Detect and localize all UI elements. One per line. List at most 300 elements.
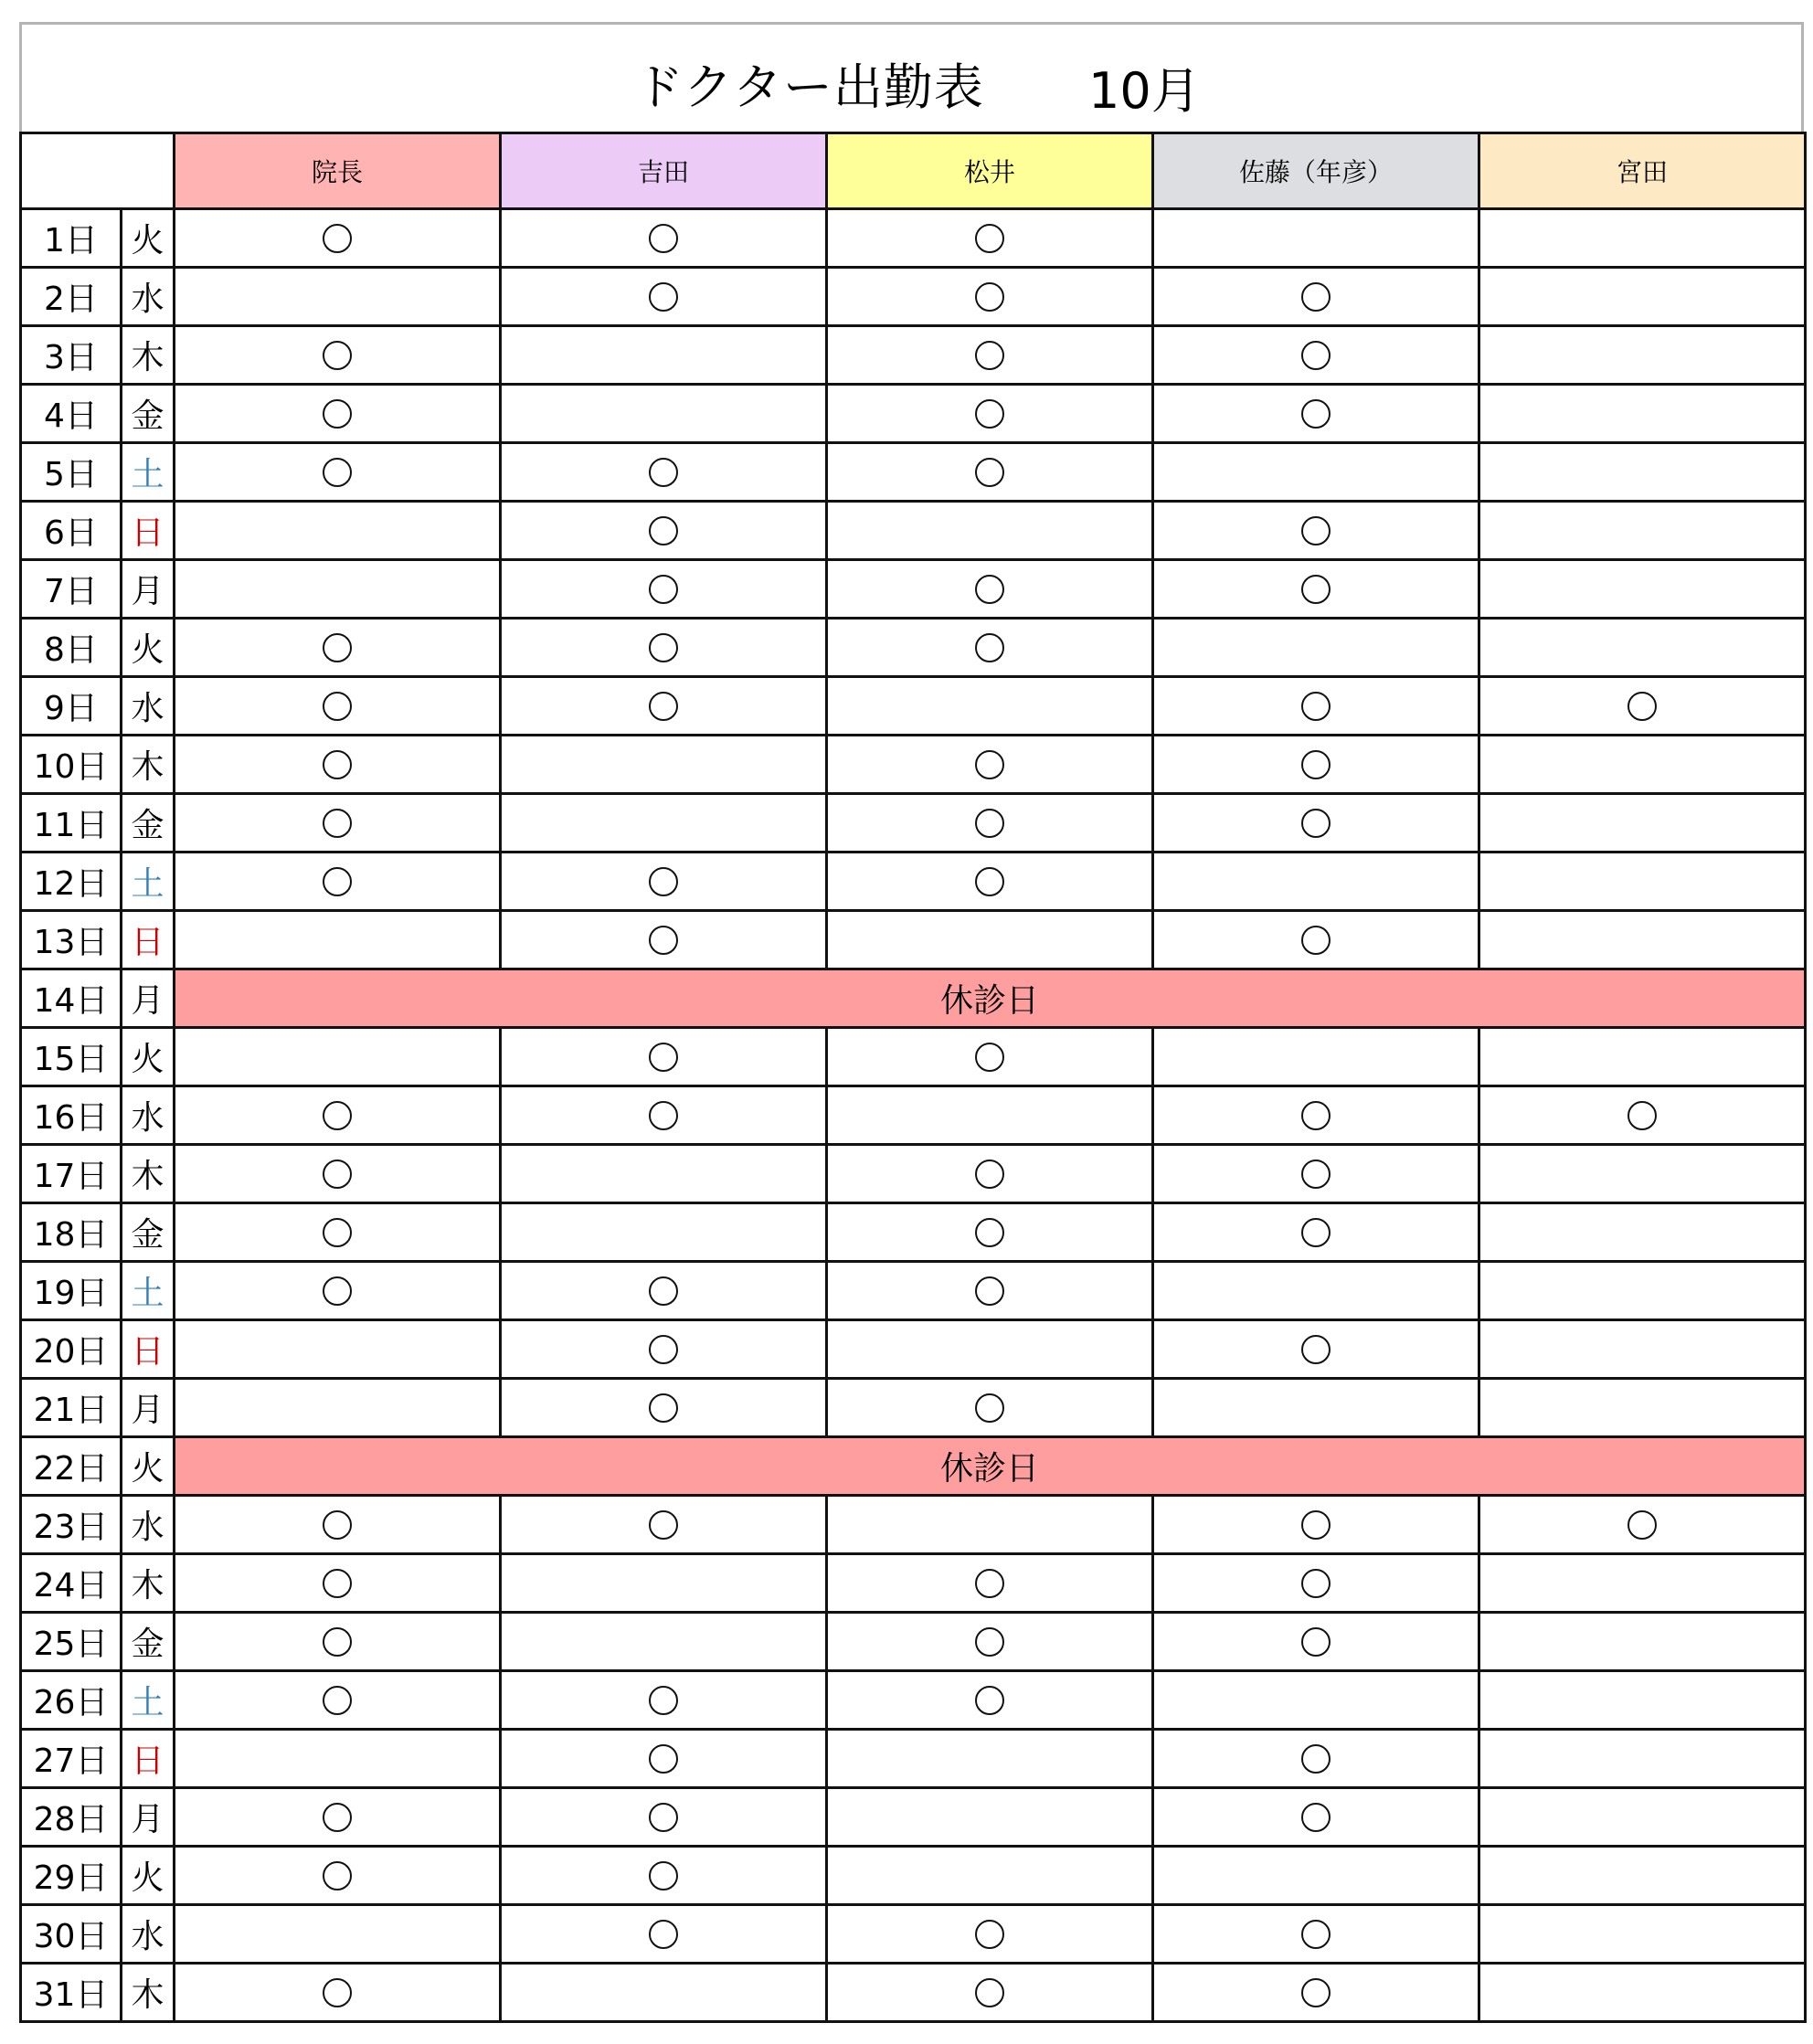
attendance-circle-icon [1301, 1920, 1331, 1949]
table-row [21, 677, 1806, 736]
attendance-circle-icon [1301, 750, 1331, 779]
shift-cell [1479, 1788, 1806, 1847]
shift-cell [175, 1028, 501, 1086]
shift-cell [501, 911, 827, 969]
weekday-cell: 水 [122, 1496, 175, 1554]
shift-cell [1153, 1203, 1479, 1262]
shift-cell [501, 1847, 827, 1905]
weekday-cell: 火 [122, 1028, 175, 1086]
weekday-cell: 木 [122, 1145, 175, 1203]
shift-cell [1153, 677, 1479, 736]
doctor-header: 宮田 [1479, 133, 1806, 209]
date-cell: 25日 [21, 1613, 122, 1671]
shift-cell [175, 1964, 501, 2022]
attendance-circle-icon [1301, 575, 1331, 604]
attendance-circle-icon [649, 1920, 678, 1949]
attendance-circle-icon [323, 1510, 352, 1540]
doctor-header: 吉田 [501, 133, 827, 209]
attendance-circle-icon [1301, 516, 1331, 545]
shift-cell [1479, 911, 1806, 969]
shift-cell [175, 1203, 501, 1262]
date-cell: 4日 [21, 385, 122, 443]
shift-cell [1153, 560, 1479, 619]
attendance-circle-icon [649, 1043, 678, 1072]
table-row [21, 1554, 1806, 1613]
weekday-cell: 土 [122, 853, 175, 911]
shift-cell [1479, 1905, 1806, 1964]
attendance-circle-icon [975, 750, 1004, 779]
attendance-circle-icon [323, 633, 352, 662]
shift-cell [501, 1086, 827, 1145]
attendance-circle-icon [323, 809, 352, 838]
shift-cell [175, 794, 501, 853]
doctor-header: 松井 [827, 133, 1153, 209]
weekday-cell: 木 [122, 1554, 175, 1613]
attendance-circle-icon [1301, 1218, 1331, 1247]
attendance-circle-icon [1627, 1510, 1657, 1540]
shift-cell [175, 677, 501, 736]
attendance-circle-icon [975, 809, 1004, 838]
attendance-circle-icon [975, 1043, 1004, 1072]
shift-cell [501, 1145, 827, 1203]
weekday-cell: 火 [122, 1437, 175, 1496]
shift-cell [175, 1496, 501, 1554]
shift-cell [175, 619, 501, 677]
title-bar [19, 22, 1804, 132]
weekday-cell: 水 [122, 268, 175, 326]
shift-cell [175, 1379, 501, 1437]
shift-cell [175, 1671, 501, 1730]
weekday-cell: 火 [122, 209, 175, 268]
shift-cell [175, 268, 501, 326]
date-cell: 24日 [21, 1554, 122, 1613]
shift-cell [501, 1320, 827, 1379]
shift-cell [175, 1847, 501, 1905]
weekday-cell: 水 [122, 1086, 175, 1145]
shift-cell [1153, 385, 1479, 443]
doctor-header: 院長 [175, 133, 501, 209]
date-cell: 6日 [21, 502, 122, 560]
attendance-circle-icon [1301, 399, 1331, 429]
shift-cell [1479, 1203, 1806, 1262]
shift-cell [1479, 268, 1806, 326]
attendance-circle-icon [1627, 1101, 1657, 1130]
table-row [21, 1730, 1806, 1788]
shift-cell [1153, 1379, 1479, 1437]
attendance-circle-icon [1301, 1744, 1331, 1774]
shift-cell [1153, 1554, 1479, 1613]
attendance-circle-icon [1301, 1978, 1331, 2007]
shift-cell [827, 1905, 1153, 1964]
weekday-cell: 日 [122, 911, 175, 969]
date-cell: 26日 [21, 1671, 122, 1730]
shift-cell [501, 853, 827, 911]
doctor-header: 佐藤（年彦） [1153, 133, 1479, 209]
shift-cell [1153, 736, 1479, 794]
attendance-circle-icon [323, 224, 352, 253]
shift-cell [827, 1145, 1153, 1203]
weekday-cell: 金 [122, 1613, 175, 1671]
attendance-circle-icon [1301, 1510, 1331, 1540]
weekday-cell: 月 [122, 560, 175, 619]
attendance-circle-icon [649, 1101, 678, 1130]
shift-cell [501, 1379, 827, 1437]
header-corner [21, 133, 175, 209]
attendance-circle-icon [323, 1160, 352, 1189]
table-row [21, 1379, 1806, 1437]
shift-cell [1479, 560, 1806, 619]
attendance-circle-icon [649, 1803, 678, 1832]
date-cell: 30日 [21, 1905, 122, 1964]
attendance-circle-icon [975, 1276, 1004, 1306]
date-cell: 17日 [21, 1145, 122, 1203]
shift-cell [1153, 1496, 1479, 1554]
shift-cell [827, 794, 1153, 853]
attendance-circle-icon [1301, 1569, 1331, 1598]
shift-cell [1479, 1379, 1806, 1437]
table-row [21, 1847, 1806, 1905]
shift-cell [175, 1145, 501, 1203]
schedule-table [19, 132, 1807, 2023]
weekday-cell: 金 [122, 794, 175, 853]
shift-cell [1153, 1613, 1479, 1671]
weekday-cell: 日 [122, 1320, 175, 1379]
weekday-cell: 月 [122, 1379, 175, 1437]
date-cell: 8日 [21, 619, 122, 677]
attendance-circle-icon [649, 926, 678, 955]
attendance-circle-icon [649, 1335, 678, 1364]
attendance-circle-icon [323, 399, 352, 429]
shift-cell [1153, 1730, 1479, 1788]
weekday-cell: 金 [122, 1203, 175, 1262]
shift-cell [1479, 1496, 1806, 1554]
shift-cell [827, 1613, 1153, 1671]
shift-cell [1153, 794, 1479, 853]
table-row [21, 268, 1806, 326]
shift-cell [501, 560, 827, 619]
shift-cell [1153, 268, 1479, 326]
weekday-cell: 火 [122, 1847, 175, 1905]
shift-cell [1153, 1847, 1479, 1905]
shift-cell [827, 1496, 1153, 1554]
shift-cell [501, 1203, 827, 1262]
table-row [21, 1905, 1806, 1964]
shift-cell [1153, 326, 1479, 385]
weekday-cell: 日 [122, 502, 175, 560]
table-row [21, 1671, 1806, 1730]
shift-cell [827, 443, 1153, 502]
shift-cell [1479, 209, 1806, 268]
date-cell: 29日 [21, 1847, 122, 1905]
shift-cell [175, 209, 501, 268]
weekday-cell: 月 [122, 969, 175, 1028]
table-row [21, 1964, 1806, 2022]
shift-cell [501, 443, 827, 502]
weekday-cell: 月 [122, 1788, 175, 1847]
attendance-circle-icon [323, 341, 352, 370]
attendance-circle-icon [1301, 282, 1331, 312]
shift-cell [501, 1671, 827, 1730]
attendance-circle-icon [323, 692, 352, 721]
shift-cell [1153, 1028, 1479, 1086]
shift-cell [827, 736, 1153, 794]
shift-cell [827, 1730, 1153, 1788]
shift-cell [827, 853, 1153, 911]
date-cell: 23日 [21, 1496, 122, 1554]
date-cell: 27日 [21, 1730, 122, 1788]
shift-cell [1153, 1086, 1479, 1145]
shift-cell [827, 385, 1153, 443]
attendance-circle-icon [1301, 1101, 1331, 1130]
table-body [21, 209, 1806, 2022]
attendance-circle-icon [975, 633, 1004, 662]
date-cell: 19日 [21, 1262, 122, 1320]
shift-cell [1479, 385, 1806, 443]
shift-cell [1479, 1613, 1806, 1671]
attendance-circle-icon [323, 750, 352, 779]
weekday-cell: 土 [122, 443, 175, 502]
attendance-circle-icon [1301, 1627, 1331, 1657]
table-row [21, 326, 1806, 385]
shift-cell [827, 1788, 1153, 1847]
shift-cell [827, 1671, 1153, 1730]
shift-cell [501, 1964, 827, 2022]
shift-cell [1479, 1671, 1806, 1730]
date-cell: 5日 [21, 443, 122, 502]
shift-cell [501, 1262, 827, 1320]
weekday-cell: 水 [122, 677, 175, 736]
shift-cell [501, 677, 827, 736]
attendance-circle-icon [975, 1160, 1004, 1189]
shift-cell [827, 1847, 1153, 1905]
shift-cell [175, 1730, 501, 1788]
table-row [21, 794, 1806, 853]
date-cell: 15日 [21, 1028, 122, 1086]
attendance-circle-icon [1627, 692, 1657, 721]
shift-cell [827, 677, 1153, 736]
shift-cell [1153, 443, 1479, 502]
attendance-circle-icon [649, 1861, 678, 1890]
attendance-circle-icon [323, 1101, 352, 1130]
attendance-circle-icon [323, 1803, 352, 1832]
shift-cell [175, 326, 501, 385]
attendance-circle-icon [1301, 1160, 1331, 1189]
shift-cell [175, 853, 501, 911]
shift-cell [501, 1496, 827, 1554]
date-cell: 9日 [21, 677, 122, 736]
shift-cell [1153, 619, 1479, 677]
weekday-cell: 土 [122, 1262, 175, 1320]
attendance-circle-icon [323, 1276, 352, 1306]
weekday-cell: 木 [122, 1964, 175, 2022]
closed-day-cell: 休診日 [175, 1437, 1806, 1496]
attendance-circle-icon [323, 1686, 352, 1715]
shift-cell [827, 1203, 1153, 1262]
shift-cell [501, 1905, 827, 1964]
shift-cell [175, 443, 501, 502]
closed-day-cell: 休診日 [175, 969, 1806, 1028]
attendance-circle-icon [975, 1686, 1004, 1715]
weekday-cell: 土 [122, 1671, 175, 1730]
shift-cell [501, 268, 827, 326]
shift-cell [175, 1320, 501, 1379]
shift-cell [1479, 736, 1806, 794]
attendance-circle-icon [649, 458, 678, 487]
date-cell: 2日 [21, 268, 122, 326]
shift-cell [1479, 1554, 1806, 1613]
attendance-circle-icon [649, 516, 678, 545]
shift-cell [175, 1905, 501, 1964]
attendance-circle-icon [649, 1744, 678, 1774]
date-cell: 13日 [21, 911, 122, 969]
date-cell: 3日 [21, 326, 122, 385]
shift-cell [1479, 1086, 1806, 1145]
weekday-cell: 金 [122, 385, 175, 443]
shift-cell [1479, 1028, 1806, 1086]
table-row [21, 911, 1806, 969]
shift-cell [1479, 1964, 1806, 2022]
table-row [21, 1262, 1806, 1320]
date-cell: 7日 [21, 560, 122, 619]
attendance-circle-icon [975, 1978, 1004, 2007]
date-cell: 20日 [21, 1320, 122, 1379]
shift-cell [175, 502, 501, 560]
shift-cell [501, 1788, 827, 1847]
shift-cell [175, 385, 501, 443]
shift-cell [501, 385, 827, 443]
shift-cell [827, 911, 1153, 969]
shift-cell [501, 619, 827, 677]
shift-cell [175, 1262, 501, 1320]
attendance-circle-icon [649, 1510, 678, 1540]
attendance-circle-icon [323, 1978, 352, 2007]
shift-cell [1153, 1145, 1479, 1203]
shift-cell [175, 736, 501, 794]
shift-cell [501, 326, 827, 385]
month-label: 10月 [1088, 62, 1201, 120]
attendance-circle-icon [1301, 926, 1331, 955]
table-row [21, 502, 1806, 560]
shift-cell [175, 1086, 501, 1145]
shift-cell [1479, 326, 1806, 385]
shift-cell [1153, 1905, 1479, 1964]
date-cell: 1日 [21, 209, 122, 268]
attendance-circle-icon [1301, 1803, 1331, 1832]
shift-cell [501, 1730, 827, 1788]
shift-cell [501, 1028, 827, 1086]
attendance-circle-icon [649, 575, 678, 604]
shift-cell [1153, 1320, 1479, 1379]
table-row [21, 1320, 1806, 1379]
shift-cell [1153, 911, 1479, 969]
shift-cell [175, 1613, 501, 1671]
shift-cell [1479, 619, 1806, 677]
shift-cell [501, 502, 827, 560]
date-cell: 12日 [21, 853, 122, 911]
date-cell: 11日 [21, 794, 122, 853]
schedule-sheet [19, 22, 1804, 2023]
table-row [21, 209, 1806, 268]
attendance-circle-icon [975, 341, 1004, 370]
shift-cell [175, 1554, 501, 1613]
attendance-circle-icon [975, 1569, 1004, 1598]
table-row [21, 1086, 1806, 1145]
shift-cell [501, 1554, 827, 1613]
attendance-circle-icon [975, 867, 1004, 896]
table-row [21, 1496, 1806, 1554]
shift-cell [175, 1788, 501, 1847]
attendance-circle-icon [975, 458, 1004, 487]
weekday-cell: 火 [122, 619, 175, 677]
shift-cell [827, 1964, 1153, 2022]
table-row [21, 1613, 1806, 1671]
shift-cell [1479, 1730, 1806, 1788]
attendance-circle-icon [323, 458, 352, 487]
date-cell: 31日 [21, 1964, 122, 2022]
page-title: ドクター出勤表 [634, 58, 984, 116]
attendance-circle-icon [649, 1276, 678, 1306]
shift-cell [1479, 853, 1806, 911]
table-row [21, 1145, 1806, 1203]
table-row [21, 385, 1806, 443]
shift-cell [827, 268, 1153, 326]
shift-cell [827, 1379, 1153, 1437]
table-row [21, 443, 1806, 502]
date-cell: 22日 [21, 1437, 122, 1496]
shift-cell [1479, 677, 1806, 736]
date-cell: 21日 [21, 1379, 122, 1437]
attendance-circle-icon [975, 575, 1004, 604]
attendance-circle-icon [649, 867, 678, 896]
attendance-circle-icon [649, 282, 678, 312]
attendance-circle-icon [1301, 809, 1331, 838]
attendance-circle-icon [975, 224, 1004, 253]
shift-cell [827, 1086, 1153, 1145]
weekday-cell: 木 [122, 326, 175, 385]
table-row [21, 736, 1806, 794]
date-cell: 18日 [21, 1203, 122, 1262]
attendance-circle-icon [323, 1218, 352, 1247]
attendance-circle-icon [323, 1569, 352, 1598]
attendance-circle-icon [975, 1393, 1004, 1423]
attendance-circle-icon [323, 1861, 352, 1890]
shift-cell [827, 1262, 1153, 1320]
weekday-cell: 日 [122, 1730, 175, 1788]
shift-cell [827, 502, 1153, 560]
attendance-circle-icon [975, 282, 1004, 312]
shift-cell [827, 1554, 1153, 1613]
table-row [21, 1437, 1806, 1496]
attendance-circle-icon [649, 633, 678, 662]
attendance-circle-icon [975, 1627, 1004, 1657]
attendance-circle-icon [1301, 692, 1331, 721]
shift-cell [1153, 502, 1479, 560]
shift-cell [501, 1613, 827, 1671]
table-row [21, 619, 1806, 677]
shift-cell [1479, 794, 1806, 853]
shift-cell [501, 209, 827, 268]
shift-cell [1153, 1788, 1479, 1847]
date-cell: 28日 [21, 1788, 122, 1847]
shift-cell [1153, 1671, 1479, 1730]
shift-cell [175, 560, 501, 619]
shift-cell [1479, 1262, 1806, 1320]
shift-cell [1153, 209, 1479, 268]
shift-cell [175, 911, 501, 969]
attendance-circle-icon [1301, 1335, 1331, 1364]
attendance-circle-icon [323, 1627, 352, 1657]
shift-cell [1479, 443, 1806, 502]
